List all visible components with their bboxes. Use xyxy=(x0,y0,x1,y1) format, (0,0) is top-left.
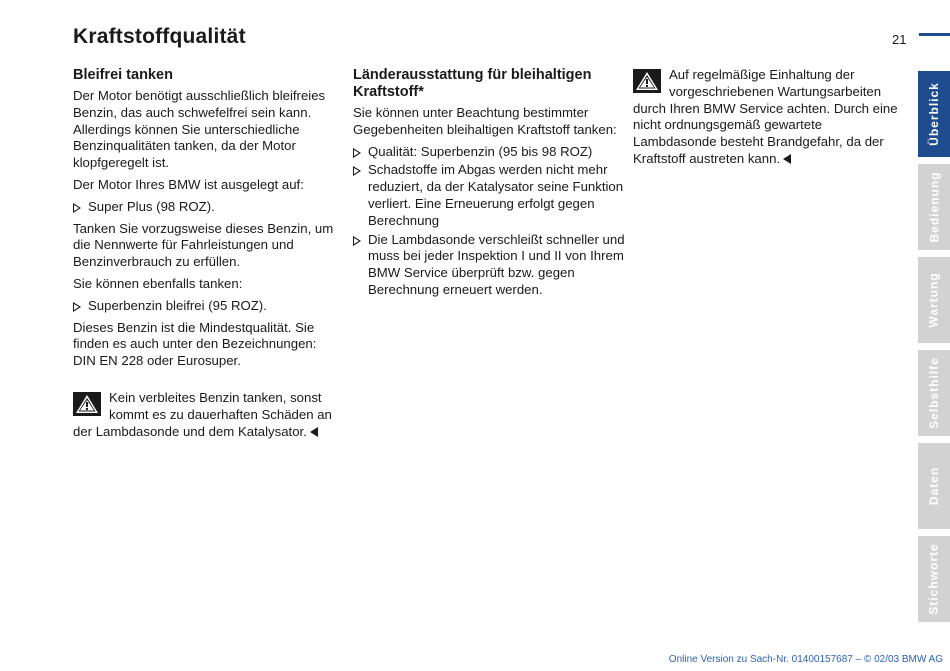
bullet-triangle-icon xyxy=(353,166,361,176)
end-mark-icon xyxy=(310,427,318,437)
footer-copyright: Online Version zu Sach-Nr. 01400157687 – © 02/03 BMW AG xyxy=(668,654,943,665)
section-heading-bleihaltig: Länderausstattung für bleihaltigen Kraftstoff* xyxy=(353,67,592,100)
bullet-triangle-icon xyxy=(353,236,361,246)
column-bleihaltig xyxy=(353,67,628,301)
tab-stichworte[interactable] xyxy=(918,536,950,622)
page-title: Kraftstoffqualität xyxy=(73,25,246,48)
bullet-triangle-icon xyxy=(353,148,361,158)
paragraph: Dieses Benzin ist die Mindestqualität. Sie finden es auch unter den Bezeichnungen: xyxy=(73,319,317,352)
paragraph: Der Motor Ihres BMW ist ausgelegt auf: xyxy=(73,176,304,192)
tab-label: Stichworte xyxy=(927,543,941,615)
end-mark-icon xyxy=(783,154,791,164)
list-item-text: Superbenzin bleifrei (95 ROZ). xyxy=(88,297,267,313)
tab-ueberblick[interactable] xyxy=(918,71,950,157)
tab-selbsthilfe[interactable] xyxy=(918,350,950,436)
tab-daten[interactable] xyxy=(918,443,950,529)
list-item xyxy=(73,199,343,216)
list-item xyxy=(353,144,628,161)
tab-label: Bedienung xyxy=(927,171,941,243)
tab-bedienung[interactable] xyxy=(918,164,950,250)
paragraph: DIN EN 228 oder Eurosuper. xyxy=(73,353,241,369)
warning-text: Auf regelmäßige Einhaltung der vorgeschriebenen Wartungsarbeiten durch Ihren BMW Service achten. Durch eine nicht ordnungsgemäß gewartete Lambdasonde besteht Brandgefahr, da der Kraftstoff austreten kann. xyxy=(633,67,898,166)
tab-label: Überblick xyxy=(927,82,941,146)
list-item xyxy=(353,232,628,299)
warning-icon xyxy=(633,69,661,93)
tab-label: Wartung xyxy=(927,272,941,328)
paragraph: Sie können unter Beachtung bestimmter Gegebenheiten bleihaltigen Kraftstoff tanken: xyxy=(353,105,617,137)
tab-wartung[interactable] xyxy=(918,257,950,343)
section-heading-bleifrei: Bleifrei tanken xyxy=(73,67,173,83)
chapter-tabs xyxy=(918,0,950,671)
column-warning xyxy=(633,67,903,168)
tab-label: Daten xyxy=(927,466,941,506)
tab-label: Selbsthilfe xyxy=(927,357,941,429)
paragraph: Der Motor benötigt ausschließlich bleifreies Benzin, das auch schwefelfrei sein kann. Allerdings können Sie unterschiedliche Benzinqualitäten tanken, da der Motor klopfgeregelt ist. xyxy=(73,88,326,171)
column-bleifrei xyxy=(73,67,343,440)
list-item xyxy=(73,298,343,315)
list-item-text: Schadstoffe im Abgas werden nicht mehr reduziert, da der Katalysator seine Funktion verliert. Eine Erneuerung erfolgt gegen Berechnung xyxy=(368,162,624,228)
list-item-text: Die Lambdasonde verschleißt schneller und muss bei jeder Inspektion I und II von Ihrem BMW Service überprüft bzw. gegen Berechnung erneuert werden. xyxy=(368,231,625,297)
list-item xyxy=(353,162,628,229)
list-item-text: Qualität: Superbenzin (95 bis 98 ROZ) xyxy=(368,143,593,159)
paragraph: Sie können ebenfalls tanken: xyxy=(73,275,243,291)
warning-icon xyxy=(73,392,101,416)
list-item-text: Super Plus (98 ROZ). xyxy=(88,198,215,214)
warning-box xyxy=(73,390,343,440)
paragraph: Tanken Sie vorzugsweise dieses Benzin, um die Nennwerte für Fahrleistungen und Benzinverbrauch zu erfüllen. xyxy=(73,220,334,270)
bullet-triangle-icon xyxy=(73,302,81,312)
warning-text: Kein verbleites Benzin tanken, sonst kommt es zu dauerhaften Schäden an der Lambdasonde und dem Katalysator. xyxy=(73,389,332,439)
warning-box xyxy=(633,67,903,168)
page-number: 21 xyxy=(892,32,907,47)
bullet-triangle-icon xyxy=(73,203,81,213)
